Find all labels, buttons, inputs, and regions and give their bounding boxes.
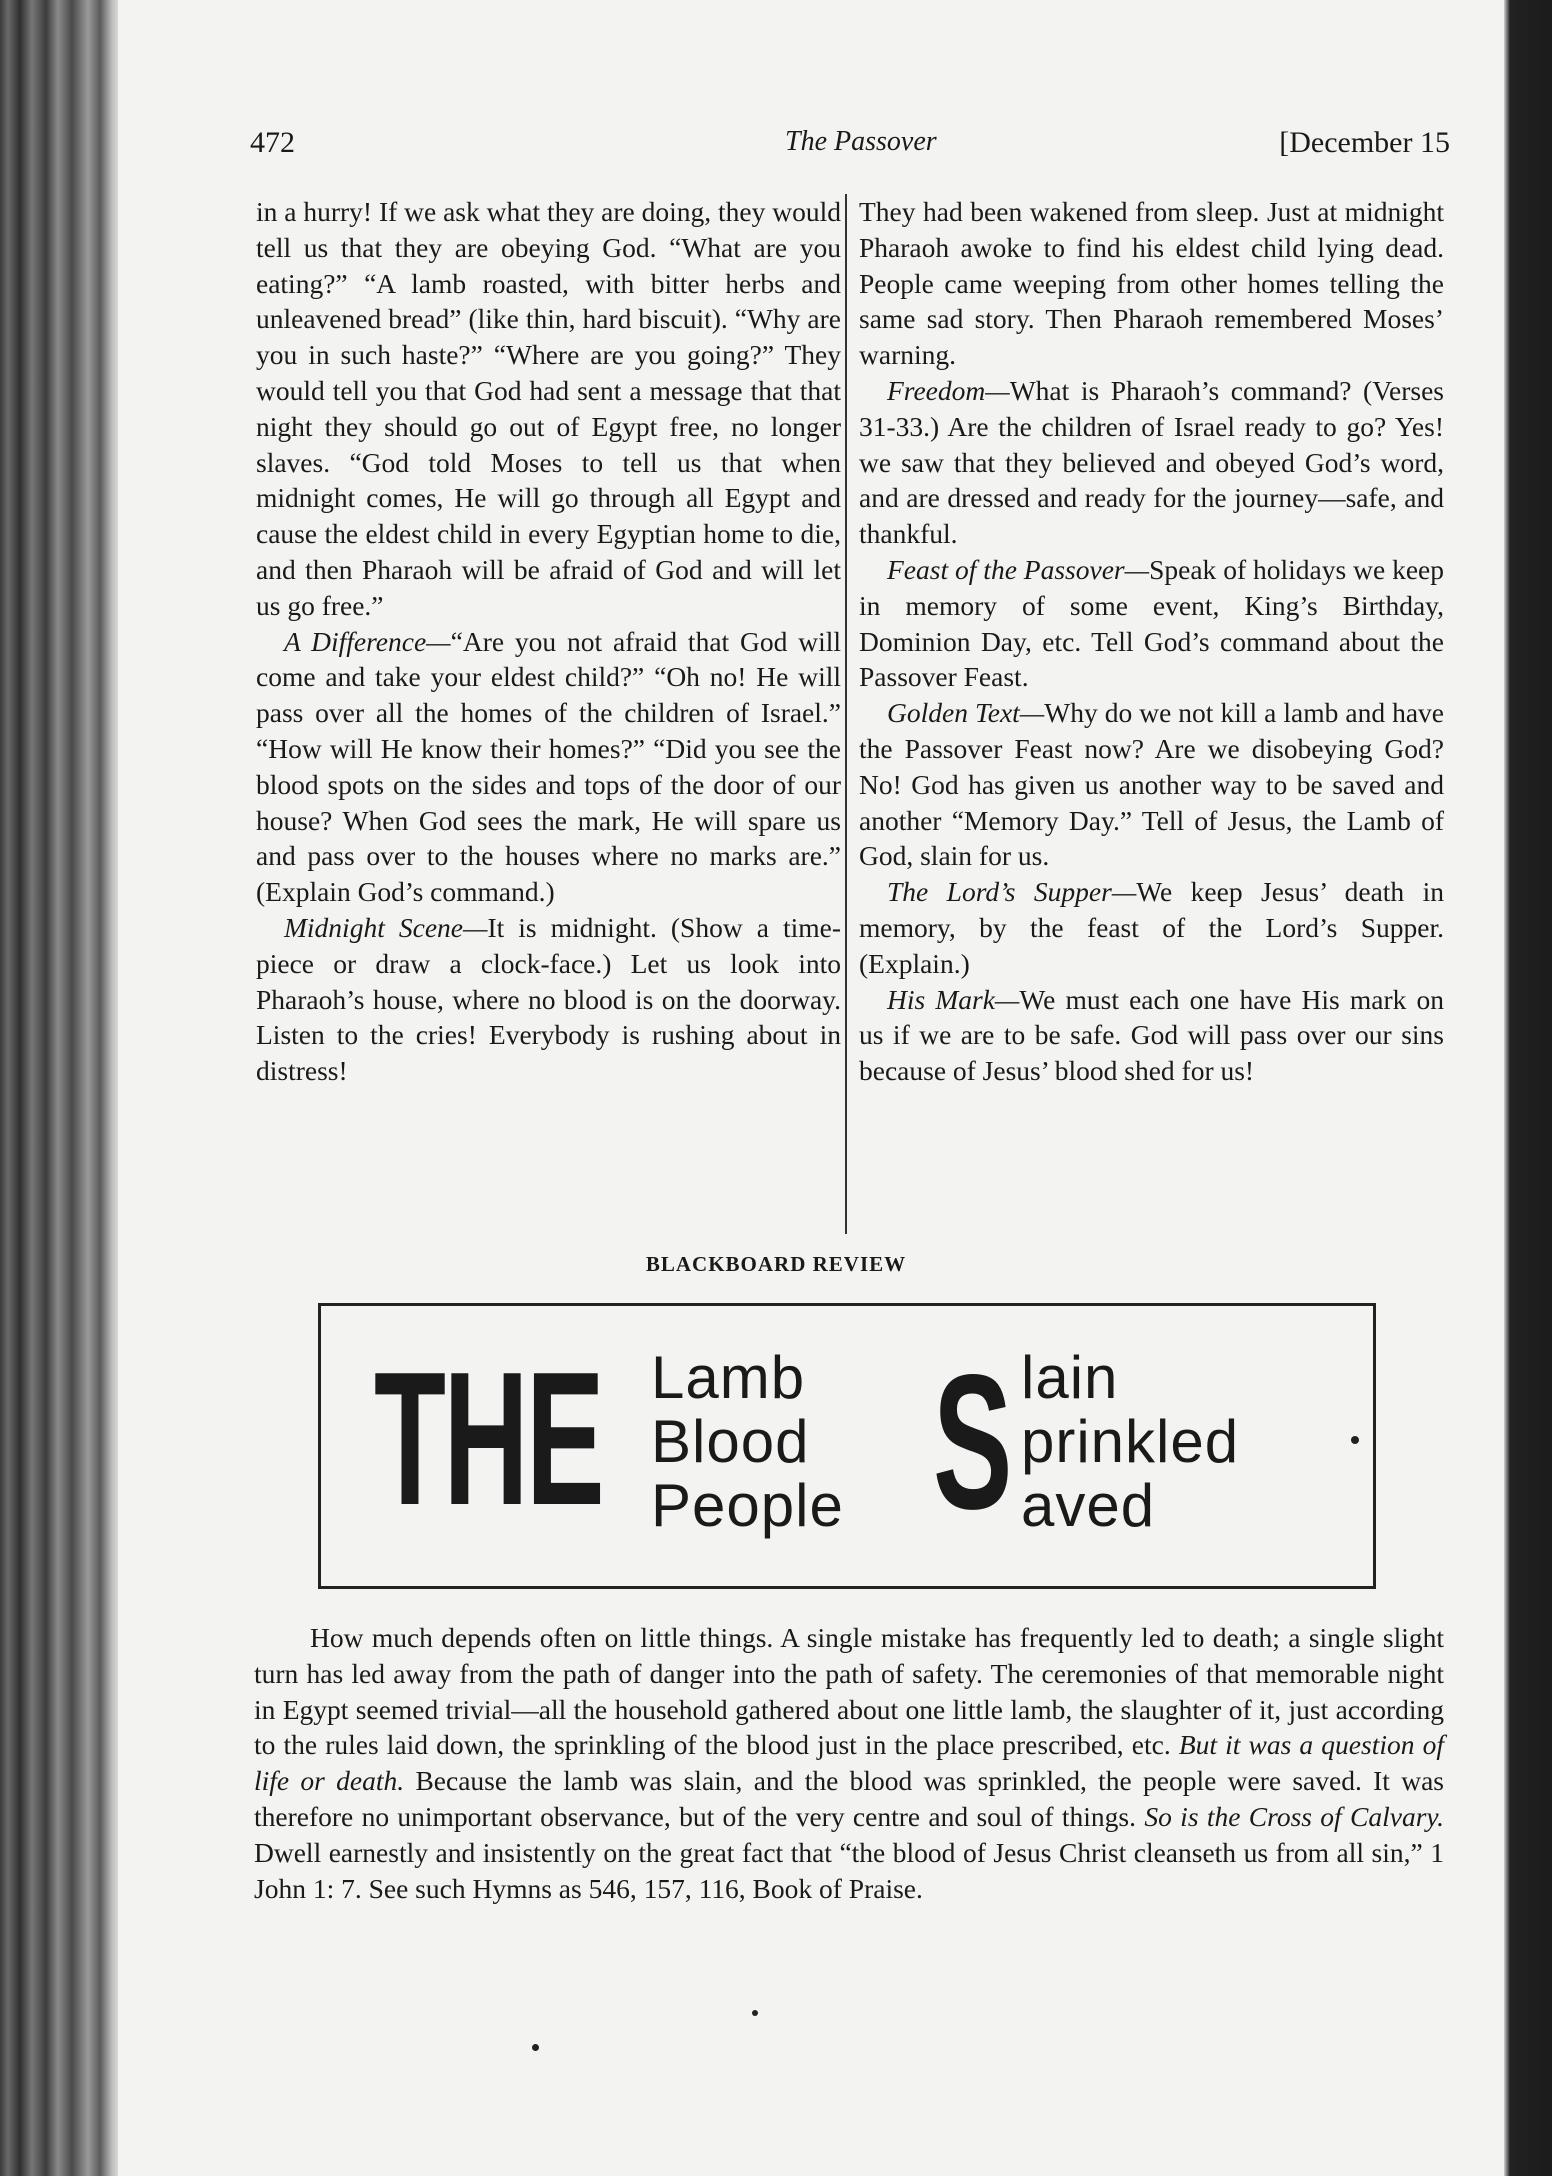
blackboard-big-the: THE [374,1333,603,1545]
paragraph [859,552,1444,695]
paragraph-lead: Golden Text— [887,697,1045,729]
paragraph [859,695,1444,874]
left-column [256,194,841,1089]
paragraph [859,373,1444,552]
blackboard-suffix: aved [1021,1472,1156,1539]
right-column [859,194,1444,1089]
blackboard-dot [1351,1436,1359,1444]
page-header [250,120,1450,164]
ink-speck [532,2044,539,2051]
paragraph-lead: Freedom— [887,374,1010,406]
blackboard-heading: BLACKBOARD REVIEW [645,1252,907,1276]
closing-part: Dwell earnestly and insistently on the great fact that “the blood of Jesus Christ cleanseth us from all sin,” 1 John 1: 7. See such Hymns as 546, 157, 116, Book of Praise. [254,1836,1444,1904]
paragraph-lead: A Difference— [284,625,451,657]
closing-part: How much depends often on little things. A single mistake has frequently led to death; a single slight turn has led away from the path of danger into the path of safety. The ceremonies of that memorable night in Egypt seemed trivial—all the household gathered about one little lamb, the slaughter of it, just according to the rules laid down, the sprinkling of the blood just in the place prescribed, etc. [254,1622,1444,1761]
closing-paragraph [254,1620,1444,1906]
closing-text [254,1620,1444,1906]
running-title: The Passover [785,126,937,157]
paragraph [256,624,841,910]
blackboard-big-s: S [933,1334,1013,1549]
paragraph-text: Speak of holidays we keep in memory of some event, King’s Birthday, Dominion Day, etc. Tell God’s command about the Passover Feast. [859,553,1444,693]
book-spine-edge [0,0,118,2176]
blackboard-suffixes [1021,1346,1239,1538]
blackboard-word: Lamb [651,1344,806,1411]
paragraph-lead: His Mark— [887,983,1020,1015]
paragraph-text: in a hurry! If we ask what they are doing, they would tell us that they are obeying God. “What are you eating?” “A lamb roasted, with bitter herbs and unleavened bread” (like thin, hard biscuit). “Why are you in such haste?” “Where are you going?” They would tell you that God had sent a message that that night they should go out of Egypt free, no longer slaves. “God told Moses to tell us that when midnight comes, He will go through all Egypt and cause the eldest child in every Egyptian home to die, and then Pharaoh will be afraid of God and will let us go free.” [256,196,841,621]
blackboard-suffix: prinkled [1021,1408,1240,1475]
ink-speck [752,2010,758,2016]
paragraph-text: We keep Jesus’ death in memory, by the feast of the Lord’s Supper. (Explain.) [859,876,1444,979]
paragraph [256,910,841,1089]
paragraph [859,874,1444,981]
paragraph-text: Why do we not kill a lamb and have the Passover Feast now? Are we disobeying God? No! God has given us another way to be saved and another “Memory Day.” Tell of Jesus, the Lamb of God, slain for us. [859,697,1444,872]
paragraph-lead: Midnight Scene— [284,911,488,943]
closing-italic: But it was a question of life or death. [254,1729,1444,1797]
paragraph-text: They had been wakened from sleep. Just at midnight Pharaoh awoke to find his eldest child lying dead. People came weeping from other homes telling the same sad story. Then Pharaoh remembered Moses’ warning. [859,196,1444,371]
blackboard-word: People [651,1472,844,1539]
blackboard-word: Blood [651,1408,810,1475]
paragraph [256,194,841,624]
paragraph [859,194,1444,373]
paragraph-text: It is midnight. (Show a time-piece or draw a clock-face.) Let us look into Pharaoh’s house, where no blood is on the doorway. Listen to the cries! Everybody is rushing about in distress! [256,911,841,1087]
paragraph-text: “Are you not afraid that God will come and take your eldest child?” “Oh no! He will pass over all the homes of the children of Israel.” “How will He know their homes?” “Did you see the blood spots on the sides and tops of the door of our house? When God sees the mark, He will spare us and pass over to the houses where no marks are.” (Explain God’s command.) [256,625,841,908]
paragraph [859,982,1444,1089]
closing-italic: So is the Cross of Calvary. [1144,1800,1444,1832]
paragraph-text: We must each one have His mark on us if we are to be safe. God will pass over our sins because of Jesus’ blood shed for us! [859,983,1444,1087]
blackboard-suffix: lain [1021,1344,1119,1411]
paragraph-lead: Feast of the Passover— [887,553,1150,585]
column-divider [845,194,847,1234]
page-number: 472 [250,126,295,159]
paragraph-lead: The Lord’s Supper— [887,876,1137,908]
paragraph-text: What is Pharaoh’s command? (Verses 31-33.) Are the children of Israel ready to go? Yes! we saw that they believed and obeyed God’s word, and are dressed and ready for the journey—safe, and thankful. [859,374,1444,550]
running-date: [December 15 [1279,126,1450,159]
blackboard-words [651,1346,844,1538]
closing-part: Because the lamb was slain, and the blood was sprinkled, the people were saved. It was therefore no unimportant observance, but of the very centre and soul of things. [254,1765,1444,1832]
blackboard-review-box [318,1303,1376,1589]
page-right-edge [1504,0,1552,2176]
